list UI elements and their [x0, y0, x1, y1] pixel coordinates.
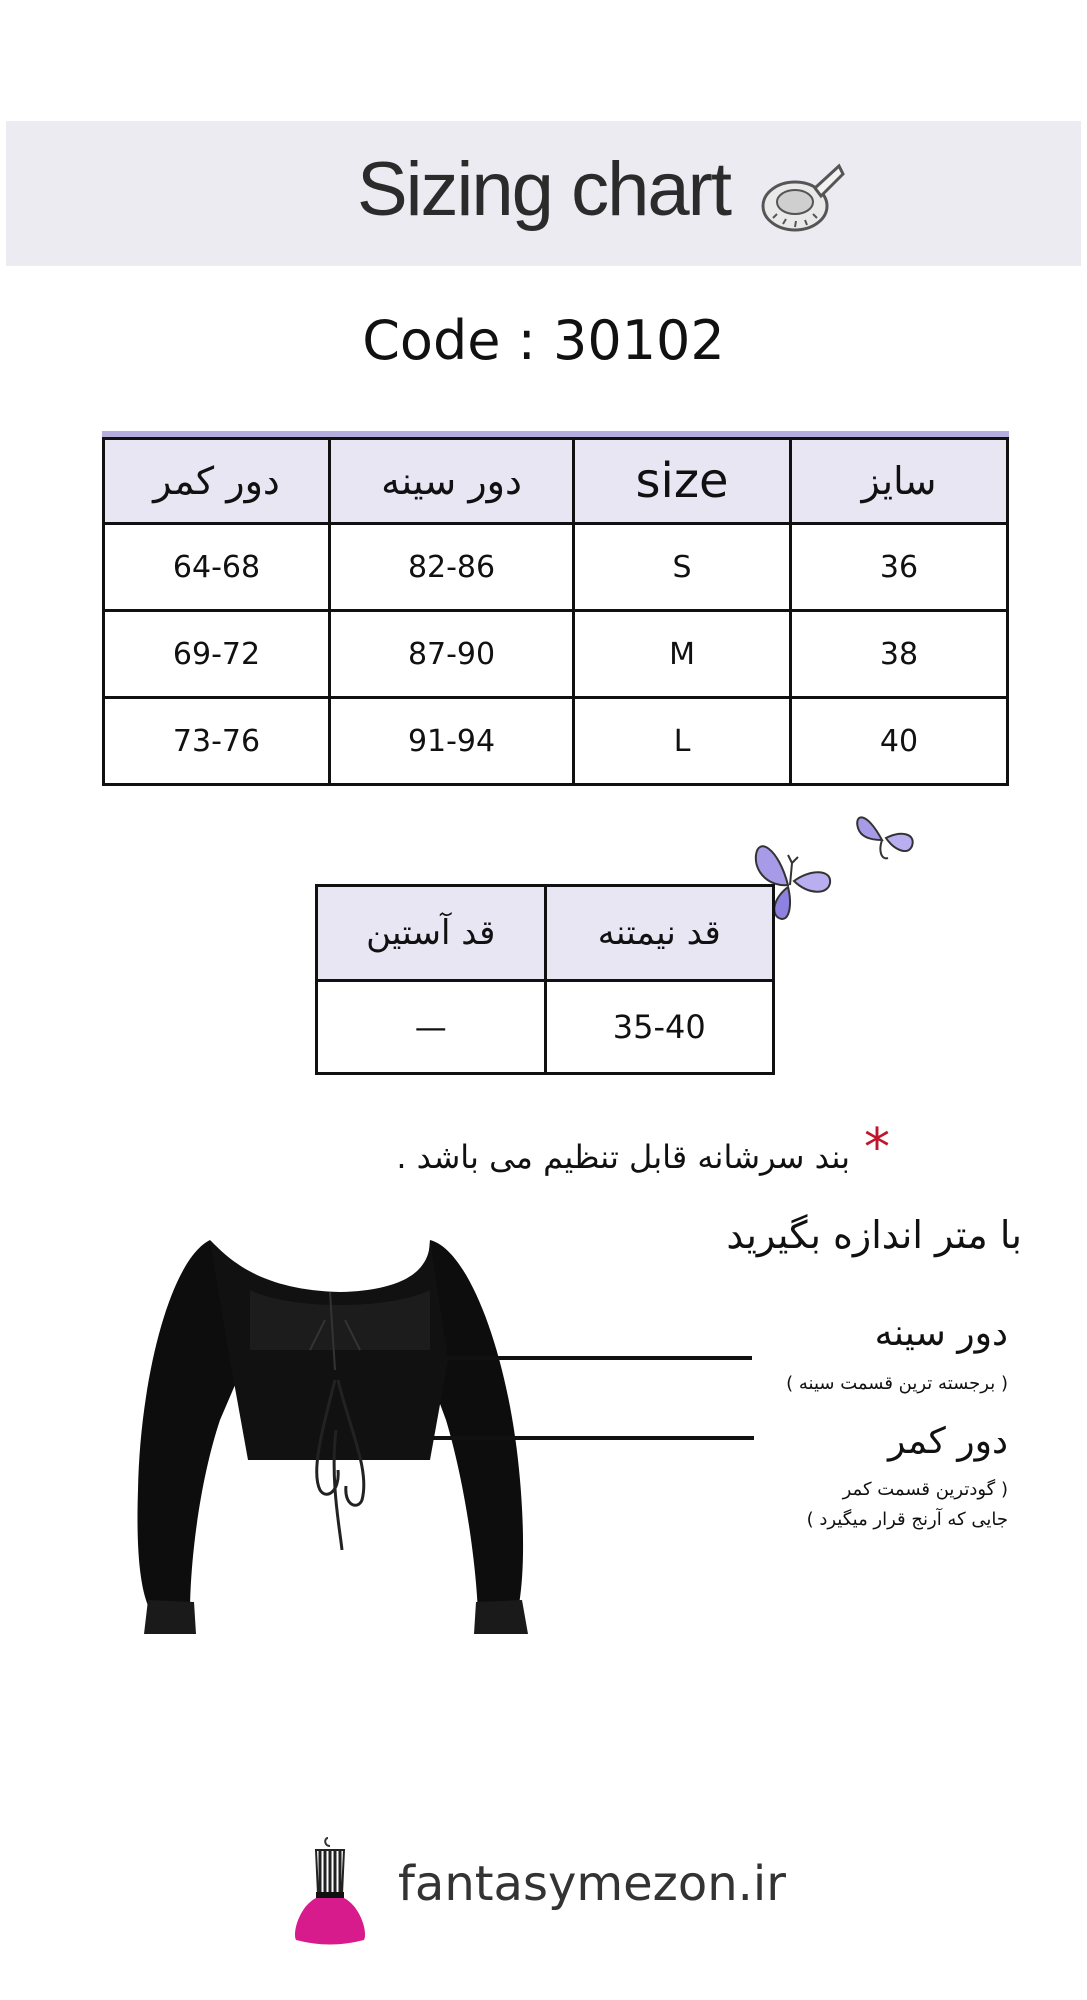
- cell-bust: 87-90: [330, 611, 574, 698]
- header-size: size: [574, 439, 791, 524]
- bust-indicator-line: [392, 1356, 752, 1360]
- page-title: Sizing chart: [356, 147, 731, 232]
- bust-hint: ( برجسته ترین قسمت سینه ): [786, 1373, 1008, 1394]
- bust-label: دور سینه: [874, 1313, 1008, 1354]
- table-row: [104, 611, 1008, 698]
- cell-waist: 64-68: [104, 524, 330, 611]
- header-waist: دور کمر: [104, 439, 330, 524]
- waist-hint: ( گودترین قسمت کمر: [842, 1479, 1008, 1500]
- header-sleeve-length: قد آستین: [317, 886, 546, 981]
- cell-top-length: 35-40: [545, 981, 774, 1074]
- table-header-row: [104, 439, 1008, 524]
- butterfly-icon: [852, 800, 918, 868]
- cell-size: S: [574, 524, 791, 611]
- crop-top-illustration: [130, 1230, 550, 1640]
- header-size-fa: سایز: [791, 439, 1008, 524]
- cell-sleeve-length: —: [317, 981, 546, 1074]
- table-row: [104, 698, 1008, 785]
- cell-size: L: [574, 698, 791, 785]
- cell-size: M: [574, 611, 791, 698]
- strap-note: بند سرشانه قابل تنظیم می باشد .: [396, 1138, 850, 1176]
- brand-website: fantasymezon.ir: [398, 1856, 786, 1912]
- cell-size-number: 40: [791, 698, 1008, 785]
- cell-bust: 91-94: [330, 698, 574, 785]
- header-bust: دور سینه: [330, 439, 574, 524]
- table-row: [104, 524, 1008, 611]
- waist-label: دور کمر: [887, 1421, 1008, 1462]
- table-row: [317, 981, 774, 1074]
- measuring-tape-icon: [755, 158, 845, 238]
- note-star: *: [864, 1118, 890, 1178]
- waist-indicator-line: [392, 1436, 754, 1440]
- dress-logo-icon: [290, 1836, 370, 1946]
- table-header-row: [317, 886, 774, 981]
- length-table: [315, 884, 775, 1075]
- cell-bust: 82-86: [330, 524, 574, 611]
- measure-title: با متر اندازه بگیرید: [726, 1213, 1022, 1257]
- cell-waist: 69-72: [104, 611, 330, 698]
- header-top-length: قد نیمتنه: [545, 886, 774, 981]
- waist-hint: جایی که آرنج قرار میگیرد ): [806, 1509, 1008, 1530]
- cell-size-number: 38: [791, 611, 1008, 698]
- cell-size-number: 36: [791, 524, 1008, 611]
- product-code: Code : 30102: [362, 309, 725, 372]
- size-table: [102, 437, 1009, 786]
- cell-waist: 73-76: [104, 698, 330, 785]
